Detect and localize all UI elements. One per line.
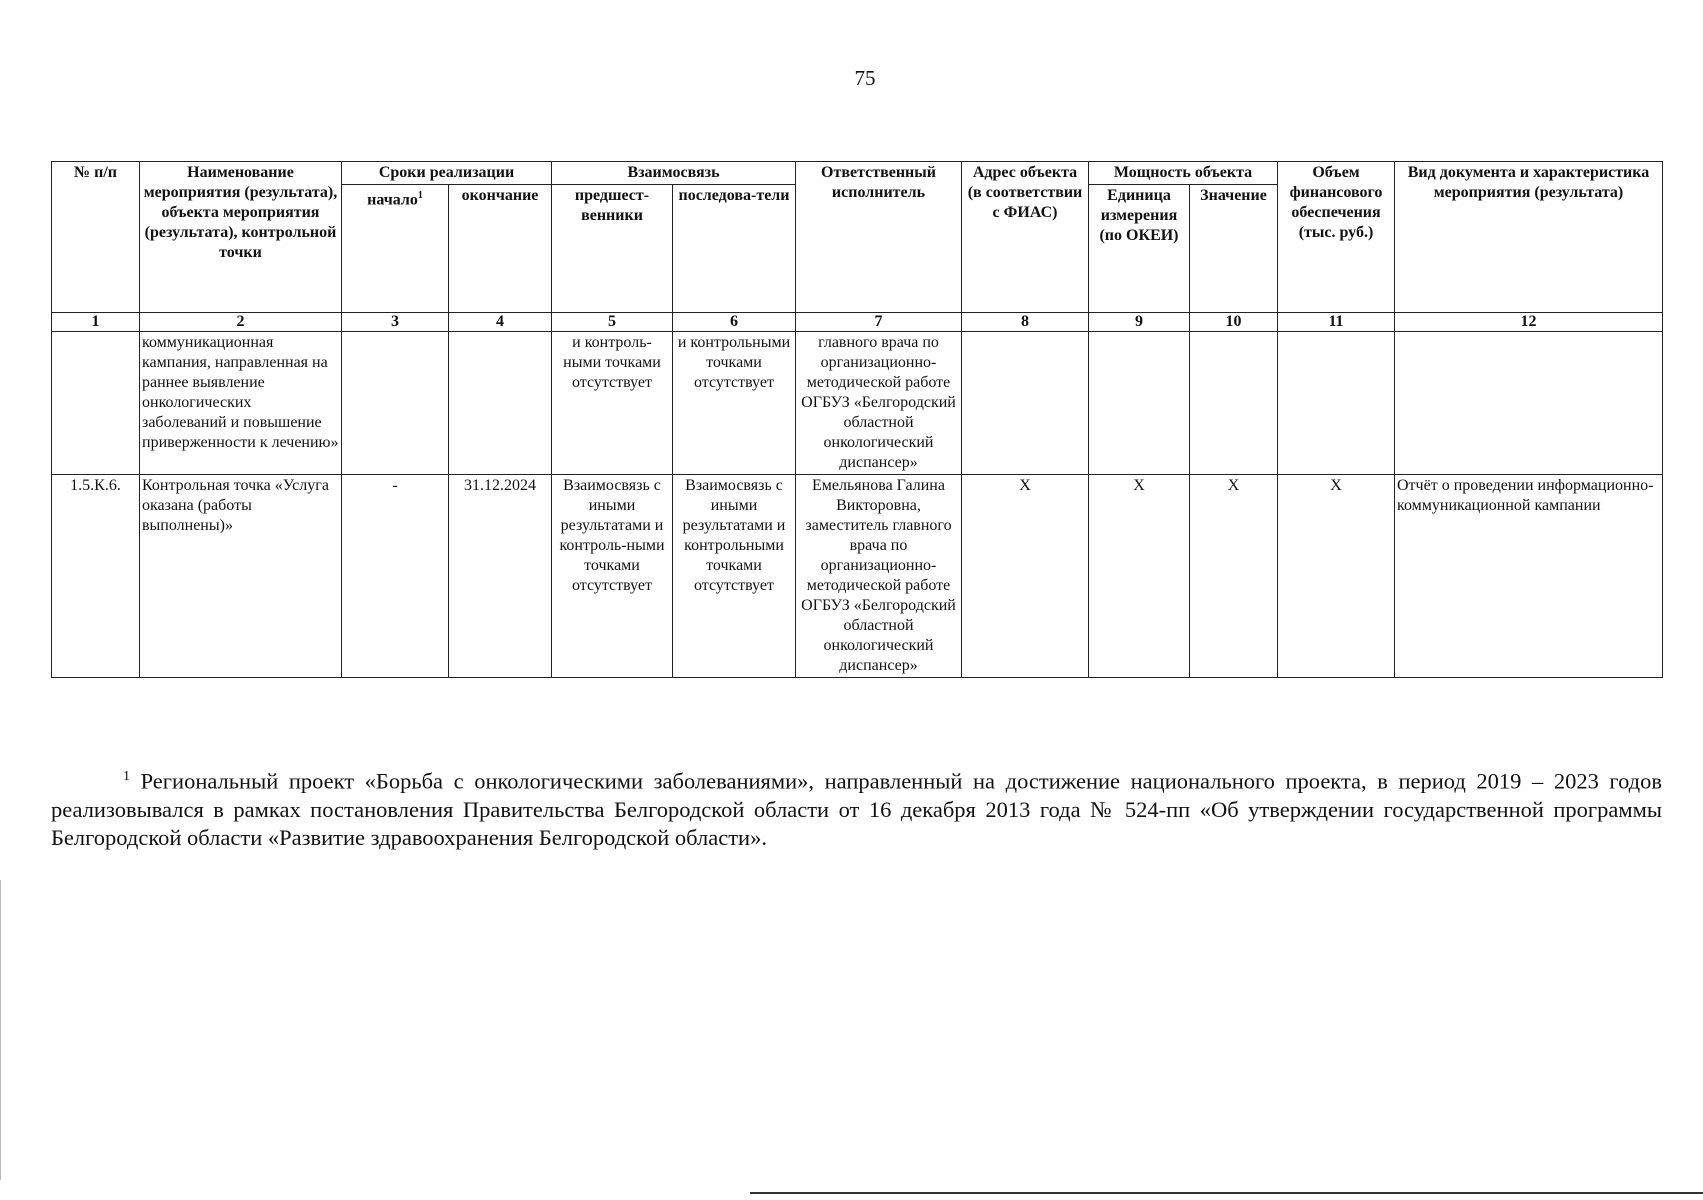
column-number: 7 [796,313,962,332]
footnote-text: Региональный проект «Борьба с онкологическими заболеваниями», направленный на достижение национального проекта, в период 2019 – 2023 годов реализовывался в рамках постановления Правительства Белгородской области от 16 декабря 2013 года № 524-пп «Об утверждении государственной программы Белгородской области «Развитие здравоохранения Белгородской области». [51,768,1663,850]
column-number: 12 [1395,313,1663,332]
column-number: 8 [962,313,1089,332]
cell-name: Контрольная точка «Услуга оказана (работы выполнены)» [140,475,342,678]
cell-financing: X [1278,475,1395,678]
cell-successors: Взаимосвязь с иными результатами и контрольными точками отсутствует [673,475,796,678]
cell-start [342,332,449,475]
cell-address [962,332,1089,475]
cell-end: 31.12.2024 [449,475,552,678]
column-number: 4 [449,313,552,332]
cell-number [52,332,140,475]
column-number: 6 [673,313,796,332]
cell-value [1190,332,1278,475]
cell-name: коммуникационная кампания, направленная на раннее выявление онкологических заболеваний и повышение приверженности к лечению» [140,332,342,475]
header-start: начало$^1$ [342,185,449,313]
header-end: окончание [449,185,552,313]
header-name: Наименование мероприятия (результата), объекта мероприятия (результата), контрольной точки [140,162,342,313]
column-number: 2 [140,313,342,332]
cell-predecessors: и контроль-ными точками отсутствует [552,332,673,475]
footnote [51,763,1662,852]
plan-table [51,161,1663,678]
column-number-row [52,313,1663,332]
cell-address: X [962,475,1089,678]
cell-document-type: Отчёт о проведении информационно-коммуникационной кампании [1395,475,1663,678]
header-financing: Объем финансового обеспечения (тыс. руб.) [1278,162,1395,313]
cell-responsible: главного врача по организационно-методической работе ОГБУЗ «Белгородский областной онкологический диспансер» [796,332,962,475]
footnote-marker: 1 [123,769,130,784]
scan-edge-line-left [0,880,1,1180]
cell-financing [1278,332,1395,475]
cell-unit [1089,332,1190,475]
header-value: Значение [1190,185,1278,313]
header-predecessors: предшест-венники [552,185,673,313]
cell-start: - [342,475,449,678]
table-row [52,332,1663,475]
cell-document-type [1395,332,1663,475]
header-unit: Единица измерения (по ОКЕИ) [1089,185,1190,313]
cell-responsible: Емельянова Галина Викторовна, заместитель главного врача по организационно-методической работе ОГБУЗ «Белгородский областной онкологический диспансер» [796,475,962,678]
header-group-links: Взаимосвязь [552,162,796,185]
cell-predecessors: Взаимосвязь с иными результатами и контроль-ными точками отсутствует [552,475,673,678]
column-number: 11 [1278,313,1395,332]
header-document-type: Вид документа и характеристика мероприятия (результата) [1395,162,1663,313]
cell-number: 1.5.К.6. [52,475,140,678]
header-responsible: Ответственный исполнитель [796,162,962,313]
page-number: 75 [854,66,876,90]
header-group-capacity: Мощность объекта [1089,162,1278,185]
table-row [52,475,1663,678]
column-number: 10 [1190,313,1278,332]
header-group-dates: Сроки реализации [342,162,552,185]
column-number: 3 [342,313,449,332]
column-number: 9 [1089,313,1190,332]
cell-unit: X [1089,475,1190,678]
scan-edge-line [750,1192,1703,1194]
header-address: Адрес объекта (в соответствии с ФИАС) [962,162,1089,313]
cell-value: X [1190,475,1278,678]
column-number: 5 [552,313,673,332]
header-successors: последова-тели [673,185,796,313]
cell-successors: и контрольными точками отсутствует [673,332,796,475]
column-number: 1 [52,313,140,332]
cell-end [449,332,552,475]
header-number: № п/п [52,162,140,313]
